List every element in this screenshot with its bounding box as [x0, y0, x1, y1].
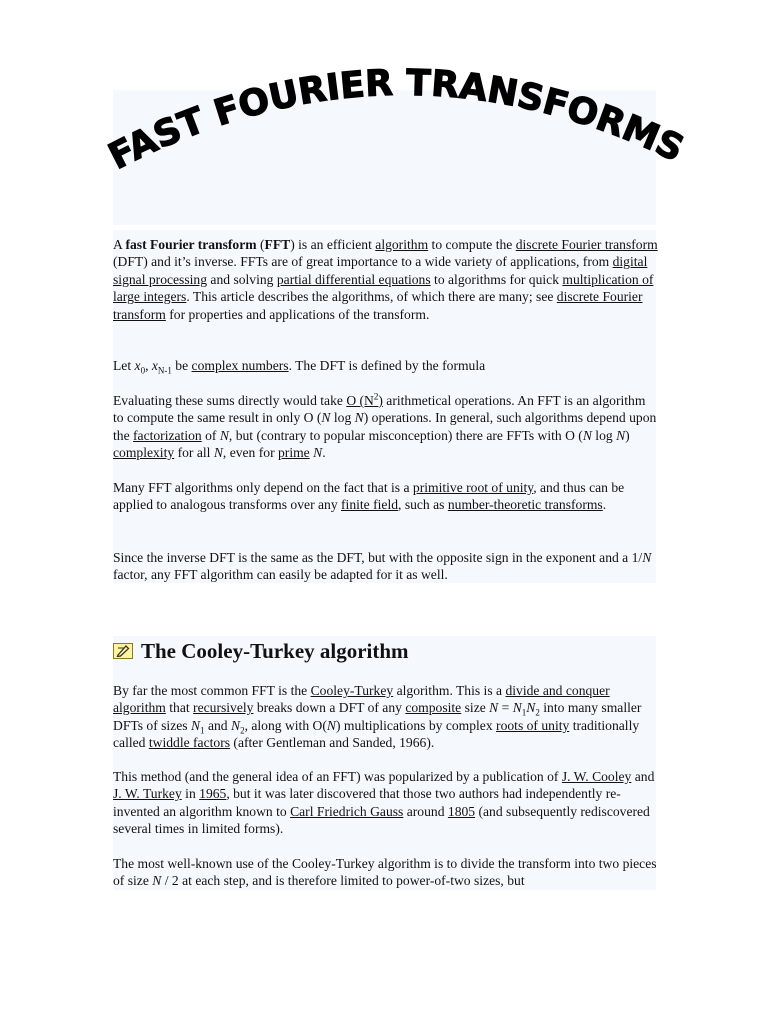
link-composite[interactable]: composite: [405, 700, 462, 716]
link-primitive-root-of-unity[interactable]: primitive root of unity: [412, 480, 534, 495]
section-heading-text: The Cooley-Turkey algorithm: [141, 639, 409, 663]
link-number-theoretic-transforms[interactable]: number-theoretic transforms: [447, 497, 603, 513]
link-partial-differential-equations[interactable]: partial differential equations: [276, 271, 431, 287]
link-carl-friedrich-gauss[interactable]: Carl Friedrich Gauss: [290, 803, 404, 819]
link-j-w-cooley[interactable]: J. W. Cooley: [561, 769, 632, 784]
link-prime[interactable]: prime: [278, 445, 310, 461]
link-discrete-fourier-transform-2[interactable]: discrete Fourier transform: [113, 289, 643, 322]
link-1805[interactable]: 1805: [447, 803, 476, 819]
section-background: [113, 636, 656, 890]
link-recursively[interactable]: recursively: [193, 700, 254, 716]
term-fft: fast Fourier transform: [125, 237, 257, 252]
link-big-o[interactable]: O $(N^2)$: [346, 391, 383, 408]
section-paragraph-1: By far the most common FFT is the Cooley-Turkey algorithm. This is a divide and conquer algorithm that recursively breaks down a DFT of any composite size $N = N_1N_2$ into many smaller DFTs of sizes $N_1$ and $N_2$, along with O(N) multiplications by complex roots of unity traditionally called twiddle factors (after Gentleman and Sanded, 1966).: [113, 683, 642, 751]
link-divide-and-conquer[interactable]: divide and conquer algorithm: [113, 683, 610, 716]
link-discrete-fourier-transform[interactable]: discrete Fourier transform: [515, 237, 658, 252]
link-complex-numbers[interactable]: complex numbers: [191, 358, 289, 373]
edit-icon[interactable]: [113, 643, 133, 659]
link-complexity[interactable]: complexity: [113, 445, 175, 461]
section-paragraph-2: This method (and the general idea of an FFT) was popularized by a publication of J. W. Cooley and J. W. Turkey in 1965, but it was later discovered that those two authors had independently re-invented an algorithm known to Carl Friedrich Gauss around 1805 (and subsequently rediscovered several times in limited forms).: [113, 769, 655, 837]
link-roots-of-unity[interactable]: roots of unity: [496, 717, 570, 733]
section-heading: [113, 637, 409, 665]
intro-paragraph-5: Since the inverse DFT is the same as the DFT, but with the opposite sign in the exponent and a 1/N factor, any FFT algorithm can easily be adapted for it as well.: [113, 550, 652, 583]
link-1965[interactable]: 1965: [199, 786, 227, 802]
link-cooley-turkey[interactable]: Cooley-Turkey: [310, 683, 394, 698]
section-paragraph-3: The most well-known use of the Cooley-Turkey algorithm is to divide the transform into two pieces of size N / 2 at each step, and is therefore limited to power-of-two sizes, but: [113, 856, 657, 889]
link-algorithm[interactable]: algorithm: [375, 237, 429, 252]
link-digital-signal-processing[interactable]: digital signal processing: [113, 254, 648, 287]
link-multiplication-large-integers[interactable]: multiplication of large integers: [113, 271, 654, 305]
intro-paragraph-4: Many FFT algorithms only depend on the fact that is a primitive root of unity, and thus can be applied to analogous transforms over any finite field, such as number-theoretic transforms.: [113, 480, 625, 513]
intro-paragraph-3: Evaluating these sums directly would take O $(N^2)$ arithmetical operations. An FFT is an algorithm to compute the same result in only O (N log N) operations. In general, such algorithms depend upon the factorization of N, but (contrary to popular misconception) there are FFTs with O (N log N) complexity for all N, even for prime N.: [113, 391, 657, 461]
intro-paragraph-1: A fast Fourier transform (FFT) is an efficient algorithm to compute the discrete Fourier transform (DFT) and it’s inverse. FFTs are of great importance to a wide variety of applications, from digital signal processing and solving partial differential equations to algorithms for quick multiplication of large integers. This article describes the algorithms, of which there are many; see discrete Fourier transform for properties and applications of the transform.: [113, 237, 658, 322]
intro-paragraph-2: Let $x_0$, $x_{N-1}$ be complex numbers. The DFT is defined by the formula: [113, 358, 486, 376]
page-title: [102, 63, 690, 178]
link-finite-field[interactable]: finite field: [341, 497, 399, 513]
link-j-w-turkey[interactable]: J. W. Turkey: [113, 786, 182, 802]
link-factorization[interactable]: factorization: [133, 427, 202, 443]
link-twiddle-factors[interactable]: twiddle factors: [148, 735, 231, 751]
arched-title: [95, 62, 695, 182]
abbr-fft: FFT: [264, 237, 291, 252]
page-title-text: FAST FOURIER TRANSFORMS: [102, 62, 690, 178]
